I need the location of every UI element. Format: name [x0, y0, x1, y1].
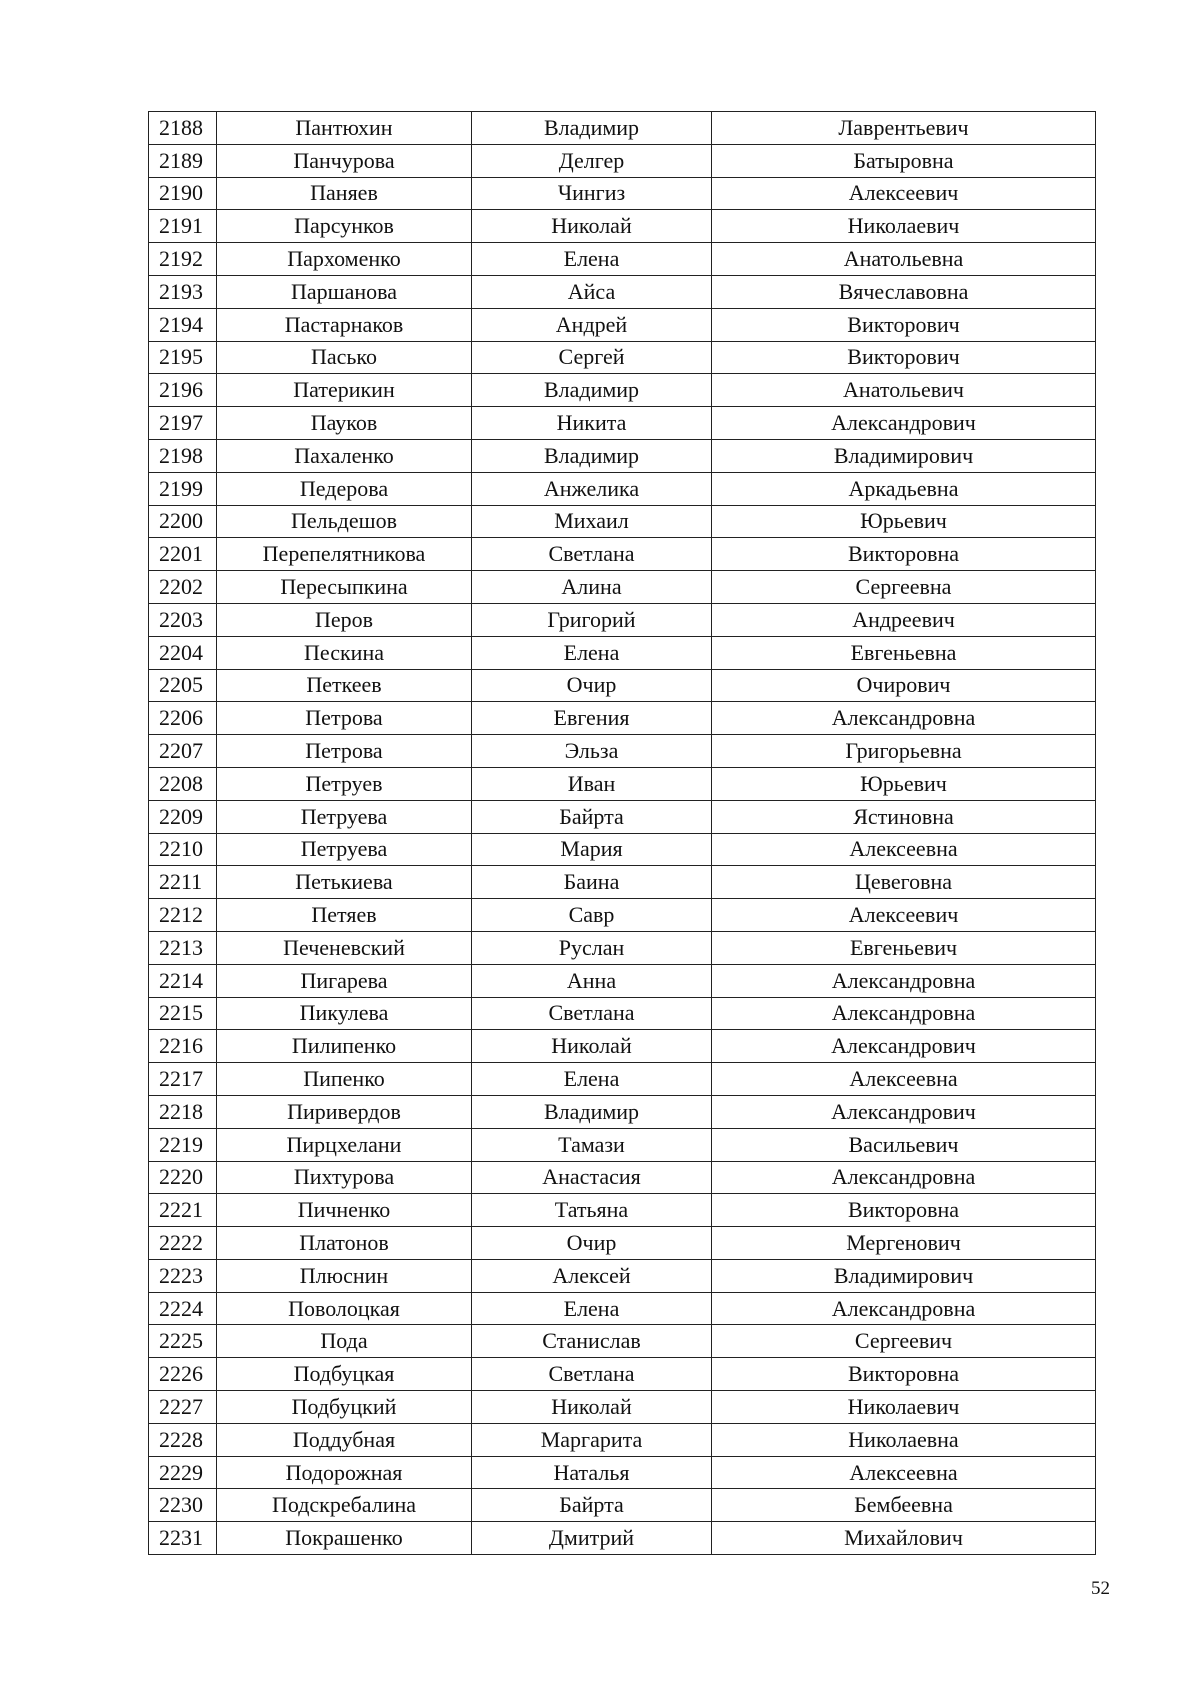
- row-number-cell: 2204: [149, 636, 217, 669]
- surname-cell: Петруева: [217, 800, 472, 833]
- row-number-cell: 2188: [149, 112, 217, 145]
- row-number-cell: 2225: [149, 1325, 217, 1358]
- surname-cell: Пастарнаков: [217, 308, 472, 341]
- row-number-cell: 2208: [149, 767, 217, 800]
- patronymic-cell: Алексеевич: [712, 177, 1096, 210]
- table-row: [149, 243, 1096, 276]
- surname-cell: Пикулева: [217, 997, 472, 1030]
- surname-cell: Плюснин: [217, 1259, 472, 1292]
- patronymic-cell: Алексеевна: [712, 1456, 1096, 1489]
- first-name-cell: Станислав: [472, 1325, 712, 1358]
- row-number-cell: 2220: [149, 1161, 217, 1194]
- row-number-cell: 2223: [149, 1259, 217, 1292]
- patronymic-cell: Александровна: [712, 702, 1096, 735]
- first-name-cell: Светлана: [472, 997, 712, 1030]
- first-name-cell: Владимир: [472, 439, 712, 472]
- surname-cell: Паняев: [217, 177, 472, 210]
- first-name-cell: Алексей: [472, 1259, 712, 1292]
- table-row: [149, 1227, 1096, 1260]
- table-row: [149, 472, 1096, 505]
- row-number-cell: 2197: [149, 407, 217, 440]
- table-row: [149, 735, 1096, 768]
- row-number-cell: 2198: [149, 439, 217, 472]
- surname-cell: Петрова: [217, 702, 472, 735]
- surname-cell: Петькиева: [217, 866, 472, 899]
- first-name-cell: Тамази: [472, 1128, 712, 1161]
- table-row: [149, 1489, 1096, 1522]
- row-number-cell: 2231: [149, 1522, 217, 1555]
- table-row: [149, 1259, 1096, 1292]
- first-name-cell: Сергей: [472, 341, 712, 374]
- patronymic-cell: Ястиновна: [712, 800, 1096, 833]
- first-name-cell: Владимир: [472, 112, 712, 145]
- first-name-cell: Елена: [472, 1292, 712, 1325]
- first-name-cell: Евгения: [472, 702, 712, 735]
- patronymic-cell: Викторовна: [712, 1194, 1096, 1227]
- table-row: [149, 1194, 1096, 1227]
- table-row: [149, 702, 1096, 735]
- patronymic-cell: Аркадьевна: [712, 472, 1096, 505]
- patronymic-cell: Николаевна: [712, 1423, 1096, 1456]
- first-name-cell: Владимир: [472, 374, 712, 407]
- first-name-cell: Дмитрий: [472, 1522, 712, 1555]
- surname-cell: Пескина: [217, 636, 472, 669]
- surname-cell: Пархоменко: [217, 243, 472, 276]
- patronymic-cell: Вячеславовна: [712, 275, 1096, 308]
- first-name-cell: Елена: [472, 636, 712, 669]
- patronymic-cell: Андреевич: [712, 603, 1096, 636]
- table-row: [149, 1161, 1096, 1194]
- patronymic-cell: Владимирович: [712, 1259, 1096, 1292]
- first-name-cell: Руслан: [472, 931, 712, 964]
- patronymic-cell: Викторовна: [712, 1358, 1096, 1391]
- table-row: [149, 341, 1096, 374]
- first-name-cell: Делгер: [472, 144, 712, 177]
- table-row: [149, 1456, 1096, 1489]
- table-row: [149, 1423, 1096, 1456]
- table-row: [149, 571, 1096, 604]
- row-number-cell: 2206: [149, 702, 217, 735]
- surname-cell: Перов: [217, 603, 472, 636]
- patronymic-cell: Цевеговна: [712, 866, 1096, 899]
- surname-cell: Панчурова: [217, 144, 472, 177]
- surname-cell: Пипенко: [217, 1063, 472, 1096]
- first-name-cell: Анжелика: [472, 472, 712, 505]
- patronymic-cell: Александрович: [712, 1030, 1096, 1063]
- row-number-cell: 2205: [149, 669, 217, 702]
- row-number-cell: 2230: [149, 1489, 217, 1522]
- first-name-cell: Байрта: [472, 800, 712, 833]
- table-row: [149, 603, 1096, 636]
- table-row: [149, 308, 1096, 341]
- patronymic-cell: Викторовна: [712, 538, 1096, 571]
- table-row: [149, 1095, 1096, 1128]
- surname-cell: Пигарева: [217, 964, 472, 997]
- patronymic-cell: Лаврентьевич: [712, 112, 1096, 145]
- patronymic-cell: Викторович: [712, 308, 1096, 341]
- table-row: [149, 1030, 1096, 1063]
- patronymic-cell: Сергеевна: [712, 571, 1096, 604]
- table-row: [149, 636, 1096, 669]
- row-number-cell: 2215: [149, 997, 217, 1030]
- row-number-cell: 2222: [149, 1227, 217, 1260]
- patronymic-cell: Юрьевич: [712, 767, 1096, 800]
- first-name-cell: Светлана: [472, 1358, 712, 1391]
- row-number-cell: 2195: [149, 341, 217, 374]
- first-name-cell: Очир: [472, 669, 712, 702]
- row-number-cell: 2210: [149, 833, 217, 866]
- surname-cell: Пасько: [217, 341, 472, 374]
- first-name-cell: Чингиз: [472, 177, 712, 210]
- table-row: [149, 997, 1096, 1030]
- first-name-cell: Байрта: [472, 1489, 712, 1522]
- table-row: [149, 1391, 1096, 1424]
- table-row: [149, 439, 1096, 472]
- row-number-cell: 2203: [149, 603, 217, 636]
- row-number-cell: 2214: [149, 964, 217, 997]
- surname-cell: Пихтурова: [217, 1161, 472, 1194]
- first-name-cell: Николай: [472, 1030, 712, 1063]
- table-row: [149, 1128, 1096, 1161]
- surname-cell: Петруева: [217, 833, 472, 866]
- row-number-cell: 2224: [149, 1292, 217, 1325]
- patronymic-cell: Викторович: [712, 341, 1096, 374]
- first-name-cell: Алина: [472, 571, 712, 604]
- row-number-cell: 2207: [149, 735, 217, 768]
- table-row: [149, 866, 1096, 899]
- first-name-cell: Мария: [472, 833, 712, 866]
- row-number-cell: 2199: [149, 472, 217, 505]
- names-table: [148, 111, 1096, 1555]
- names-table-body: [149, 112, 1096, 1555]
- patronymic-cell: Сергеевич: [712, 1325, 1096, 1358]
- surname-cell: Подбуцкий: [217, 1391, 472, 1424]
- table-row: [149, 931, 1096, 964]
- surname-cell: Пантюхин: [217, 112, 472, 145]
- surname-cell: Платонов: [217, 1227, 472, 1260]
- patronymic-cell: Батыровна: [712, 144, 1096, 177]
- patronymic-cell: Васильевич: [712, 1128, 1096, 1161]
- surname-cell: Петяев: [217, 899, 472, 932]
- surname-cell: Пахаленко: [217, 439, 472, 472]
- patronymic-cell: Михайлович: [712, 1522, 1096, 1555]
- row-number-cell: 2192: [149, 243, 217, 276]
- patronymic-cell: Мергенович: [712, 1227, 1096, 1260]
- row-number-cell: 2229: [149, 1456, 217, 1489]
- patronymic-cell: Александровна: [712, 997, 1096, 1030]
- surname-cell: Пиривердов: [217, 1095, 472, 1128]
- row-number-cell: 2194: [149, 308, 217, 341]
- table-row: [149, 899, 1096, 932]
- table-row: [149, 964, 1096, 997]
- patronymic-cell: Анатольевич: [712, 374, 1096, 407]
- row-number-cell: 2217: [149, 1063, 217, 1096]
- first-name-cell: Николай: [472, 210, 712, 243]
- first-name-cell: Андрей: [472, 308, 712, 341]
- table-row: [149, 177, 1096, 210]
- row-number-cell: 2200: [149, 505, 217, 538]
- row-number-cell: 2226: [149, 1358, 217, 1391]
- row-number-cell: 2189: [149, 144, 217, 177]
- table-row: [149, 767, 1096, 800]
- row-number-cell: 2196: [149, 374, 217, 407]
- first-name-cell: Елена: [472, 1063, 712, 1096]
- surname-cell: Поволоцкая: [217, 1292, 472, 1325]
- first-name-cell: Очир: [472, 1227, 712, 1260]
- patronymic-cell: Александрович: [712, 1095, 1096, 1128]
- surname-cell: Пилипенко: [217, 1030, 472, 1063]
- first-name-cell: Светлана: [472, 538, 712, 571]
- table-row: [149, 144, 1096, 177]
- patronymic-cell: Николаевич: [712, 1391, 1096, 1424]
- surname-cell: Перепелятникова: [217, 538, 472, 571]
- table-row: [149, 669, 1096, 702]
- table-row: [149, 1522, 1096, 1555]
- row-number-cell: 2191: [149, 210, 217, 243]
- row-number-cell: 2213: [149, 931, 217, 964]
- row-number-cell: 2202: [149, 571, 217, 604]
- surname-cell: Пересыпкина: [217, 571, 472, 604]
- table-row: [149, 538, 1096, 571]
- first-name-cell: Баина: [472, 866, 712, 899]
- row-number-cell: 2201: [149, 538, 217, 571]
- first-name-cell: Татьяна: [472, 1194, 712, 1227]
- table-row: [149, 1325, 1096, 1358]
- surname-cell: Пичненко: [217, 1194, 472, 1227]
- first-name-cell: Маргарита: [472, 1423, 712, 1456]
- surname-cell: Подорожная: [217, 1456, 472, 1489]
- row-number-cell: 2209: [149, 800, 217, 833]
- surname-cell: Паршанова: [217, 275, 472, 308]
- patronymic-cell: Алексеевна: [712, 833, 1096, 866]
- page-number: 52: [1091, 1578, 1110, 1599]
- surname-cell: Покрашенко: [217, 1522, 472, 1555]
- first-name-cell: Михаил: [472, 505, 712, 538]
- patronymic-cell: Алексеевна: [712, 1063, 1096, 1096]
- patronymic-cell: Очирович: [712, 669, 1096, 702]
- first-name-cell: Эльза: [472, 735, 712, 768]
- surname-cell: Педерова: [217, 472, 472, 505]
- surname-cell: Поддубная: [217, 1423, 472, 1456]
- row-number-cell: 2211: [149, 866, 217, 899]
- first-name-cell: Николай: [472, 1391, 712, 1424]
- first-name-cell: Владимир: [472, 1095, 712, 1128]
- surname-cell: Парсунков: [217, 210, 472, 243]
- patronymic-cell: Анатольевна: [712, 243, 1096, 276]
- patronymic-cell: Бембеевна: [712, 1489, 1096, 1522]
- table-row: [149, 800, 1096, 833]
- table-row: [149, 833, 1096, 866]
- surname-cell: Патерикин: [217, 374, 472, 407]
- surname-cell: Петруев: [217, 767, 472, 800]
- row-number-cell: 2228: [149, 1423, 217, 1456]
- surname-cell: Петкеев: [217, 669, 472, 702]
- table-row: [149, 374, 1096, 407]
- table-row: [149, 112, 1096, 145]
- table-row: [149, 407, 1096, 440]
- surname-cell: Пирцхелани: [217, 1128, 472, 1161]
- row-number-cell: 2212: [149, 899, 217, 932]
- patronymic-cell: Александровна: [712, 1292, 1096, 1325]
- table-row: [149, 1292, 1096, 1325]
- surname-cell: Пода: [217, 1325, 472, 1358]
- first-name-cell: Никита: [472, 407, 712, 440]
- surname-cell: Подбуцкая: [217, 1358, 472, 1391]
- patronymic-cell: Юрьевич: [712, 505, 1096, 538]
- patronymic-cell: Евгеньевич: [712, 931, 1096, 964]
- row-number-cell: 2219: [149, 1128, 217, 1161]
- patronymic-cell: Григорьевна: [712, 735, 1096, 768]
- patronymic-cell: Евгеньевна: [712, 636, 1096, 669]
- row-number-cell: 2193: [149, 275, 217, 308]
- first-name-cell: Анна: [472, 964, 712, 997]
- first-name-cell: Елена: [472, 243, 712, 276]
- first-name-cell: Айса: [472, 275, 712, 308]
- surname-cell: Подскребалина: [217, 1489, 472, 1522]
- patronymic-cell: Алексеевич: [712, 899, 1096, 932]
- first-name-cell: Савр: [472, 899, 712, 932]
- patronymic-cell: Александровна: [712, 964, 1096, 997]
- patronymic-cell: Александровна: [712, 1161, 1096, 1194]
- row-number-cell: 2227: [149, 1391, 217, 1424]
- patronymic-cell: Александрович: [712, 407, 1096, 440]
- first-name-cell: Анастасия: [472, 1161, 712, 1194]
- patronymic-cell: Николаевич: [712, 210, 1096, 243]
- surname-cell: Пельдешов: [217, 505, 472, 538]
- table-row: [149, 275, 1096, 308]
- row-number-cell: 2216: [149, 1030, 217, 1063]
- table-row: [149, 1358, 1096, 1391]
- surname-cell: Петрова: [217, 735, 472, 768]
- row-number-cell: 2221: [149, 1194, 217, 1227]
- surname-cell: Печеневский: [217, 931, 472, 964]
- table-row: [149, 1063, 1096, 1096]
- surname-cell: Пауков: [217, 407, 472, 440]
- table-row: [149, 210, 1096, 243]
- patronymic-cell: Владимирович: [712, 439, 1096, 472]
- first-name-cell: Григорий: [472, 603, 712, 636]
- row-number-cell: 2218: [149, 1095, 217, 1128]
- first-name-cell: Иван: [472, 767, 712, 800]
- table-row: [149, 505, 1096, 538]
- first-name-cell: Наталья: [472, 1456, 712, 1489]
- row-number-cell: 2190: [149, 177, 217, 210]
